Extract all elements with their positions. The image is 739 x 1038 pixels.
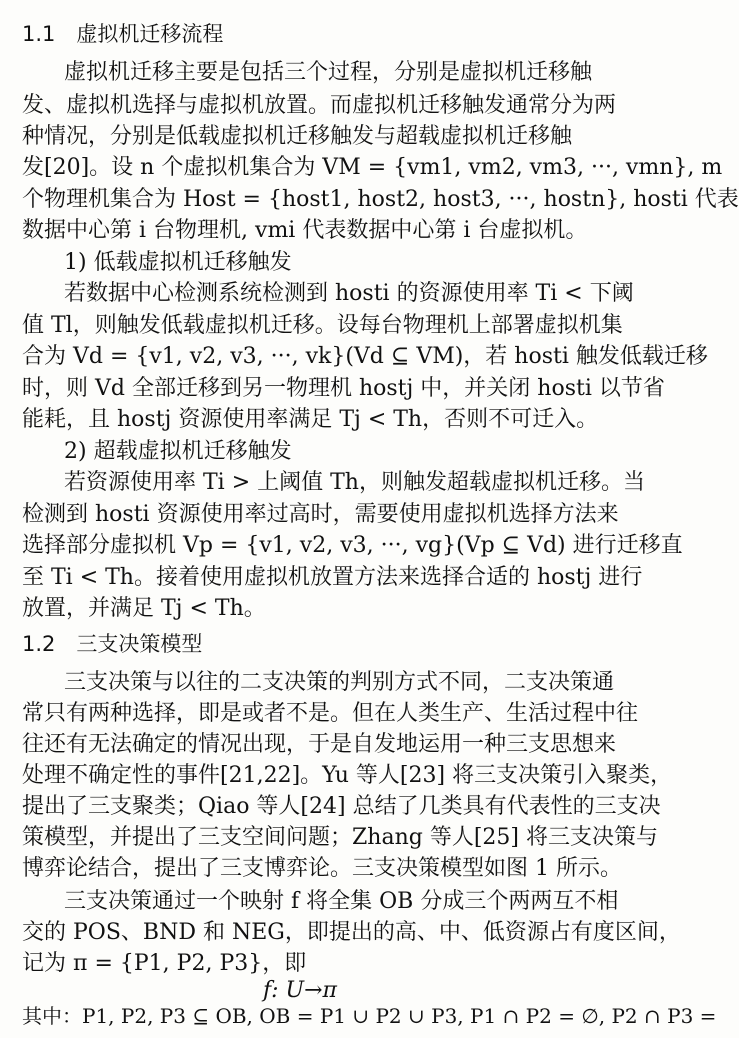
text-line: 至 Ti < Th。接着使用虚拟机放置方法来选择合适的 hostj 进行 bbox=[22, 565, 643, 590]
text-line: 检测到 hosti 资源使用率过高时，需要使用虚拟机选择方法来 bbox=[22, 502, 619, 527]
text-line: 处理不确定性的事件[21,22]。Yu 等人[23] 将三支决策引入聚类， bbox=[22, 763, 673, 788]
text-line: 其中：P1, P2, P3 ⊆ OB, OB = P1 ∪ P2 ∪ P3, P1 ∩ P2 = ∅, P2 ∩ P3 = bbox=[22, 1004, 717, 1028]
text-line: 值 Tl，则触发低载虚拟机迁移。设每台物理机上部署虚拟机集 bbox=[22, 313, 623, 338]
text-line: 发、虚拟机选择与虚拟机放置。而虚拟机迁移触发通常分为两 bbox=[22, 93, 617, 118]
text-line: 提出了三支聚类；Qiao 等人[24] 总结了几类具有代表性的三支决 bbox=[22, 794, 661, 819]
subsection-title: 1) 低载虚拟机迁移触发 bbox=[64, 250, 292, 275]
text-line: 虚拟机迁移主要是包括三个过程，分别是虚拟机迁移触 bbox=[64, 60, 593, 85]
text-line: 博弈论结合，提出了三支博弈论。三支决策模型如图 1 所示。 bbox=[22, 856, 622, 881]
equation-mapping: f: U→π bbox=[263, 978, 337, 1003]
text-line: 合为 Vd = {v1, v2, v3, ···, vk}(Vd ⊆ VM)，若 hosti 触发低载迁移 bbox=[22, 344, 708, 369]
text-line: 发[20]。设 n 个虚拟机集合为 VM = {vm1, vm2, vm3, ···, vmn}, m bbox=[22, 155, 723, 180]
subsection-title: 2) 超载虚拟机迁移触发 bbox=[64, 439, 292, 464]
text-line: 个物理机集合为 Host = {host1, host2, host3, ···, hostn}, hosti 代表 bbox=[22, 187, 739, 212]
text-line: 选择部分虚拟机 Vp = {v1, v2, v3, ···, vg}(Vp ⊆ Vd) 进行迁移直 bbox=[22, 533, 683, 558]
section-heading-1-2: 1.2 三支决策模型 bbox=[22, 632, 203, 656]
text-line: 能耗，且 hostj 资源使用率满足 Tj < Th，否则不可迁入。 bbox=[22, 407, 599, 432]
text-line: 记为 π = {P1, P2, P3}，即 bbox=[22, 951, 307, 976]
text-line: 若资源使用率 Ti > 上阈值 Th，则触发超载虚拟机迁移。当 bbox=[64, 470, 645, 495]
text-line: 时，则 Vd 全部迁移到另一物理机 hostj 中，并关闭 hosti 以节省 bbox=[22, 376, 665, 401]
section-heading-1-1: 1.1 虚拟机迁移流程 bbox=[22, 22, 224, 46]
text-line: 三支决策与以往的二支决策的判别方式不同，二支决策通 bbox=[64, 670, 615, 695]
text-line: 三支决策通过一个映射 f 将全集 OB 分成三个两两互不相 bbox=[64, 889, 619, 914]
text-line: 放置，并满足 Tj < Th。 bbox=[22, 596, 266, 621]
text-line: 若数据中心检测系统检测到 hosti 的资源使用率 Ti < 下阈 bbox=[64, 281, 634, 306]
text-line: 常只有两种选择，即是或者不是。但在人类生产、生活过程中往 bbox=[22, 701, 639, 726]
text-line: 种情况，分别是低载虚拟机迁移触发与超载虚拟机迁移触 bbox=[22, 124, 573, 149]
text-line: 策模型，并提出了三支空间问题；Zhang 等人[25] 将三支决策与 bbox=[22, 825, 658, 850]
text-line: 往还有无法确定的情况出现，于是自发地运用一种三支思想来 bbox=[22, 732, 617, 757]
text-line: 数据中心第 i 台物理机, vmi 代表数据中心第 i 台虚拟机。 bbox=[22, 218, 588, 243]
text-line: 交的 POS、BND 和 NEG，即提出的高、中、低资源占有度区间， bbox=[22, 920, 681, 945]
